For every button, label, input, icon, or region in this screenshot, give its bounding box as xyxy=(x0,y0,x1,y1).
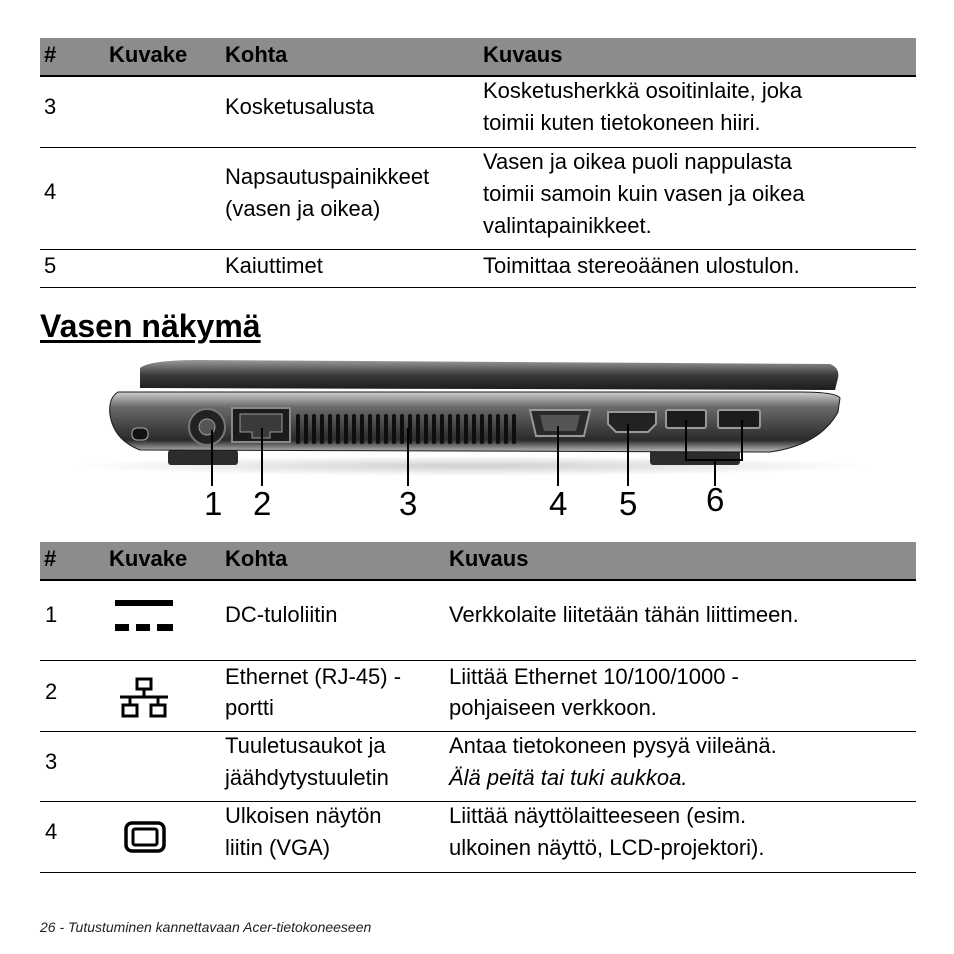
vent-slot xyxy=(296,414,300,444)
vent-slot xyxy=(384,414,388,444)
table-row xyxy=(40,802,916,873)
vent-slot xyxy=(472,414,476,444)
row-description-line: pohjaiseen verkkoon. xyxy=(449,695,657,720)
hdmi-port xyxy=(608,412,656,432)
vent-slot xyxy=(480,414,484,444)
header-icon: Kuvake xyxy=(109,42,188,67)
kensington-slot xyxy=(132,428,148,440)
usb-port-2 xyxy=(718,410,760,428)
row-number: 1 xyxy=(45,602,58,627)
bottom-table xyxy=(40,542,916,873)
header-number: # xyxy=(44,546,57,571)
vent-slot xyxy=(416,414,420,444)
row-item-line: liitin (VGA) xyxy=(225,835,331,860)
callout-6: 6 xyxy=(706,481,725,518)
vent-slot xyxy=(448,414,452,444)
table-row xyxy=(40,77,916,148)
vent-slot xyxy=(360,414,364,444)
foot-left xyxy=(168,450,238,465)
row-description-line: Liittää Ethernet 10/100/1000 - xyxy=(449,664,739,689)
row-item-line: Tuuletusaukot ja xyxy=(225,733,386,758)
row-item: DC-tuloliitin xyxy=(225,602,338,627)
bottom-table-header xyxy=(40,542,916,581)
vent-slot xyxy=(336,414,340,444)
vent-slot xyxy=(432,414,436,444)
row-number: 4 xyxy=(45,819,58,844)
vent-slot xyxy=(512,414,516,444)
vent-slot xyxy=(496,414,500,444)
vent-slot xyxy=(456,414,460,444)
vent-slot xyxy=(392,414,396,444)
table-row xyxy=(40,250,916,288)
row-number: 5 xyxy=(44,253,57,278)
header-icon: Kuvake xyxy=(109,546,188,571)
row-description: Verkkolaite liitetään tähän liittimeen. xyxy=(449,602,799,627)
row-description-line: valintapainikkeet. xyxy=(483,213,652,238)
vent-slot xyxy=(312,414,316,444)
header-item: Kohta xyxy=(225,42,288,67)
laptop-lid xyxy=(140,360,838,390)
row-number: 3 xyxy=(44,94,57,119)
row-item: Kosketusalusta xyxy=(225,94,375,119)
top-table xyxy=(40,38,916,288)
row-item-line: portti xyxy=(225,695,274,720)
page-footer: 26 - Tutustuminen kannettavaan Acer-tietokoneeseen xyxy=(40,919,372,935)
vent-slot xyxy=(504,414,508,444)
callout-4: 4 xyxy=(549,485,568,522)
row-description-line: Vasen ja oikea puoli nappulasta xyxy=(483,149,793,174)
row-number: 2 xyxy=(45,679,58,704)
vent-slot xyxy=(376,414,380,444)
header-description: Kuvaus xyxy=(483,42,563,67)
callout-5: 5 xyxy=(619,485,638,522)
row-item: Kaiuttimet xyxy=(225,253,323,278)
row-item-line: Ulkoisen näytön xyxy=(225,803,382,828)
vent-slot xyxy=(320,414,324,444)
callout-2: 2 xyxy=(253,485,272,522)
top-table-header xyxy=(40,38,916,77)
callout-3: 3 xyxy=(399,485,418,522)
row-item-line: (vasen ja oikea) xyxy=(225,196,381,221)
ethernet-icon xyxy=(118,677,170,721)
row-description: Toimittaa stereoäänen ulostulon. xyxy=(483,253,800,278)
callout-1: 1 xyxy=(204,485,223,522)
vent-slot xyxy=(464,414,468,444)
vent-slot xyxy=(352,414,356,444)
row-description-line: toimii kuten tietokoneen hiiri. xyxy=(483,110,761,135)
header-number: # xyxy=(44,42,57,67)
vent-slot xyxy=(424,414,428,444)
row-description-line: ulkoinen näyttö, LCD-projektori). xyxy=(449,835,765,860)
laptop-left-side-figure xyxy=(0,352,954,532)
header-item: Kohta xyxy=(225,546,288,571)
table-row xyxy=(40,661,916,732)
section-title: Vasen näkymä xyxy=(40,308,261,344)
table-row xyxy=(40,581,916,661)
vent-slot xyxy=(400,414,404,444)
vent-slot xyxy=(368,414,372,444)
vga-icon xyxy=(124,821,166,853)
row-description-line: Antaa tietokoneen pysyä viileänä. xyxy=(449,733,777,758)
row-number: 4 xyxy=(44,179,57,204)
row-description-warning: Älä peitä tai tuki aukkoa. xyxy=(449,765,688,790)
table-row xyxy=(40,732,916,802)
vent-slot xyxy=(488,414,492,444)
table-row xyxy=(40,148,916,250)
dc-power-icon xyxy=(115,600,173,636)
row-item-line: Ethernet (RJ-45) - xyxy=(225,664,402,689)
row-description-line: Kosketusherkkä osoitinlaite, joka xyxy=(483,78,803,103)
row-number: 3 xyxy=(45,749,58,774)
vent-slot xyxy=(344,414,348,444)
vent-slot xyxy=(304,414,308,444)
row-item-line: Napsautuspainikkeet xyxy=(225,164,430,189)
row-item-line: jäähdytystuuletin xyxy=(225,765,389,790)
vent-slot xyxy=(328,414,332,444)
header-description: Kuvaus xyxy=(449,546,529,571)
row-description-line: toimii samoin kuin vasen ja oikea xyxy=(483,181,805,206)
row-description-line: Liittää näyttölaitteeseen (esim. xyxy=(449,803,747,828)
vent-slot xyxy=(440,414,444,444)
